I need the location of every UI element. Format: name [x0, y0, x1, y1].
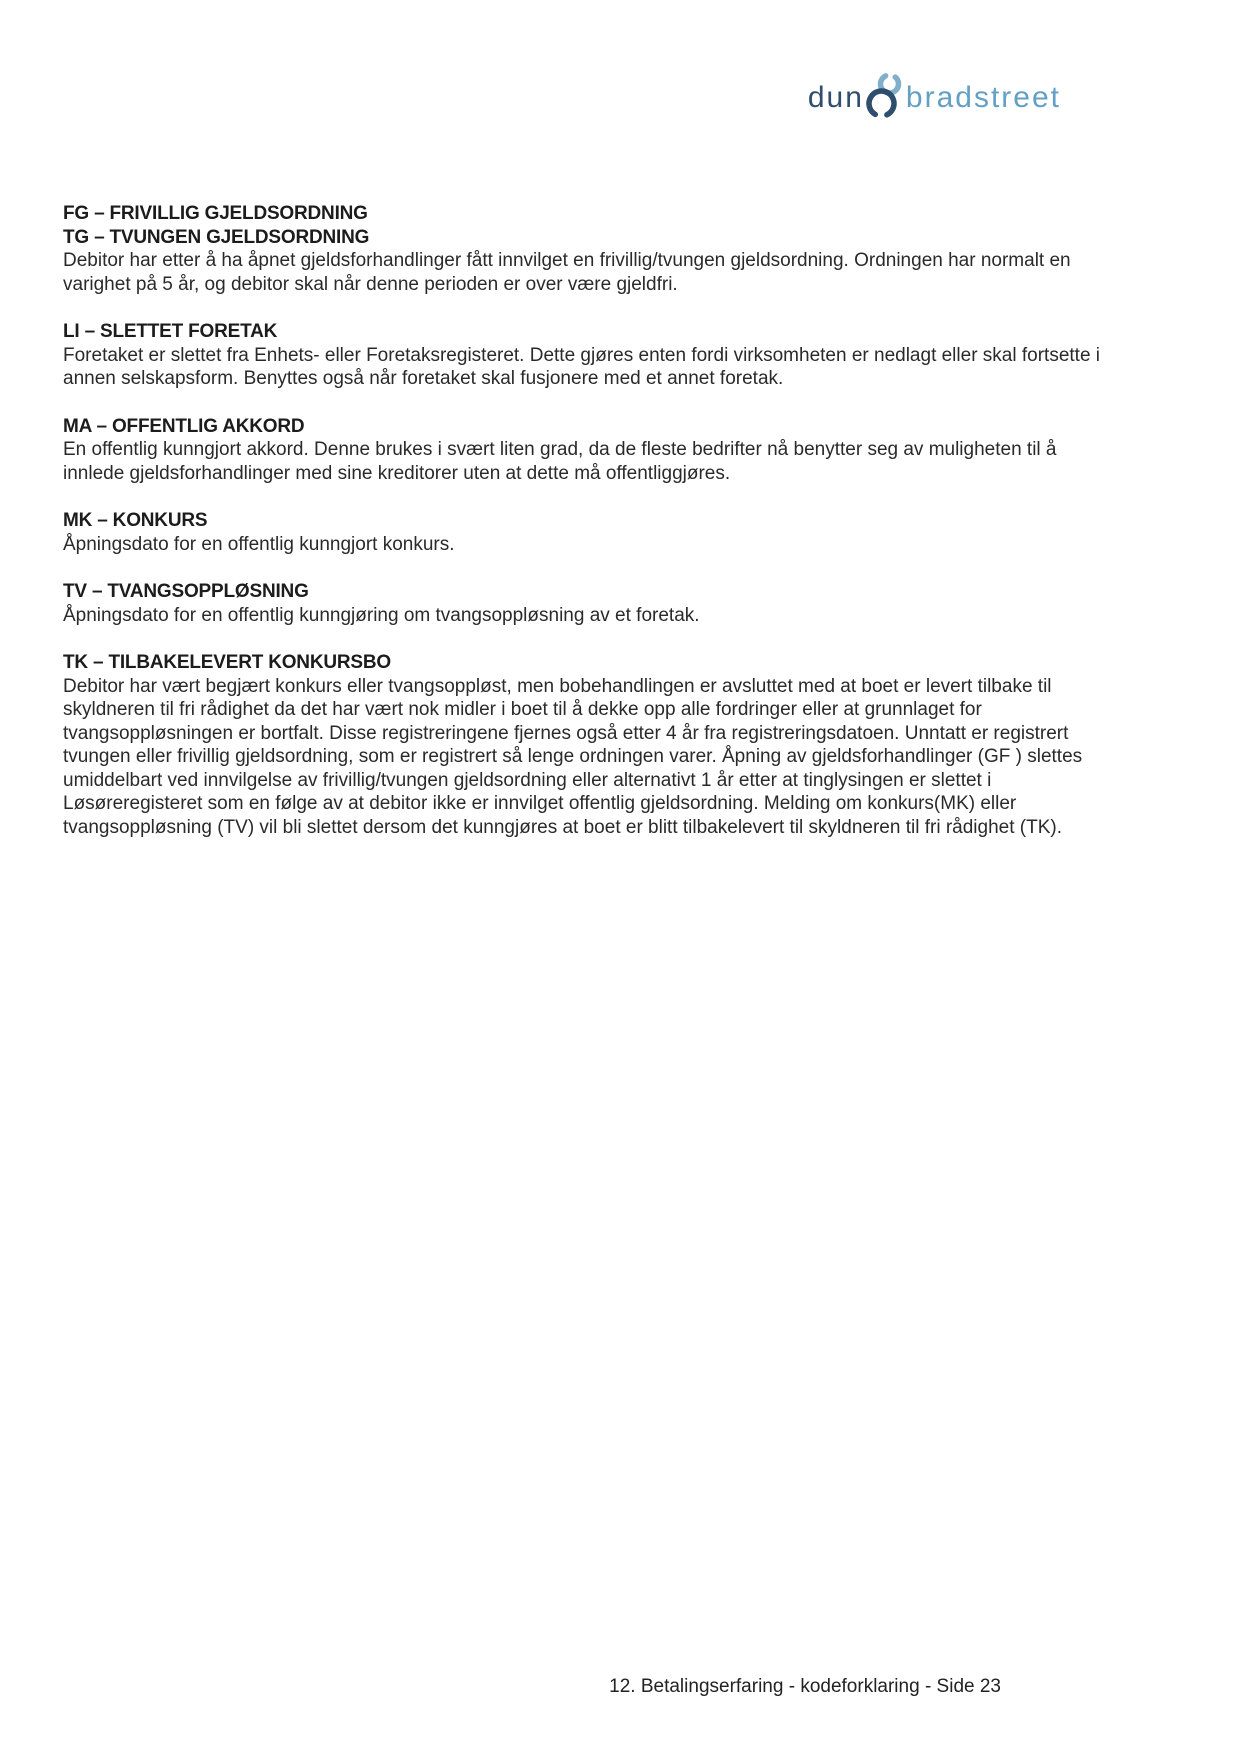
section-paragraph: Debitor har etter å ha åpnet gjeldsforhandlinger fått innvilget en frivillig/tvungen gjeldsordning. Ordningen har normalt en varighet på 5 år, og debitor skal når denne perioden er over være gjeldfri.: [63, 250, 1071, 295]
code-section: [63, 509, 1108, 556]
section-paragraph: En offentlig kunngjort akkord. Denne brukes i svært liten grad, da de fleste bedrifter nå benytter seg av muligheten til å innlede gjeldsforhandlinger med sine kreditorer uten at dette må offentliggjøres.: [63, 439, 1057, 484]
logo-word-dun: dun: [807, 81, 864, 114]
ampersand-icon: [866, 75, 904, 121]
section-paragraph: Foretaket er slettet fra Enhets- eller Foretaksregisteret. Dette gjøres enten fordi virksomheten er nedlagt eller skal fortsette i annen selskapsform. Benyttes også når foretaket skal fusjonere med et annet foretak.: [63, 344, 1101, 389]
document-body: [63, 202, 1108, 863]
page-footer: 12. Betalingserfaring - kodeforklaring - Side 23: [609, 1676, 1001, 1697]
code-section: [63, 202, 1108, 296]
code-section: [63, 651, 1108, 839]
section-paragraph: Åpningsdato for en offentlig kunngjøring om tvangsoppløsning av et foretak.: [63, 604, 700, 626]
section-heading: TK – TILBAKELEVERT KONKURSBO: [63, 652, 391, 673]
section-heading: TG – TVUNGEN GJELDSORDNING: [63, 226, 370, 248]
code-section: [63, 580, 1108, 627]
section-heading: MA – OFFENTLIG AKKORD: [63, 415, 305, 437]
logo-word-bradstreet: bradstreet: [905, 81, 1061, 114]
section-heading: FG – FRIVILLIG GJELDSORDNING: [63, 203, 368, 224]
section-heading: MK – KONKURS: [63, 510, 208, 531]
code-section: [63, 320, 1108, 391]
section-paragraph: Debitor har vært begjært konkurs eller tvangsoppløst, men bobehandlingen er avsluttet med at boet er levert tilbake til skyldneren til fri rådighet da det har vært nok midler i boet til å dekke opp alle fordringer eller at grunnlaget for tvangsoppløsningen er bortfalt. Disse registreringene fjernes også etter 4 år fra registreringsdatoen. Unntatt er registrert tvungen eller frivillig gjeldsordning, som er registrert så lenge ordningen varer. Åpning av gjeldsforhandlinger (GF ) slettes umiddelbart ved innvilgelse av frivillig/tvungen gjeldsordning eller alternativt 1 år etter at tinglysingen er slettet i Løsøreregisteret som en følge av at debitor ikke er innvilget offentlig gjeldsordning. Melding om konkurs(MK) eller tvangsoppløsning (TV) vil bli slettet dersom det kunngjøres at boet er blitt tilbakelevert til skyldneren til fri rådighet (TK).: [63, 675, 1083, 838]
dun-and-bradstreet-logo: [808, 76, 1061, 120]
code-section: [63, 415, 1108, 486]
section-heading: LI – SLETTET FORETAK: [63, 321, 278, 342]
section-heading: TV – TVANGSOPPLØSNING: [63, 581, 309, 602]
section-paragraph: Åpningsdato for en offentlig kunngjort konkurs.: [63, 533, 455, 555]
